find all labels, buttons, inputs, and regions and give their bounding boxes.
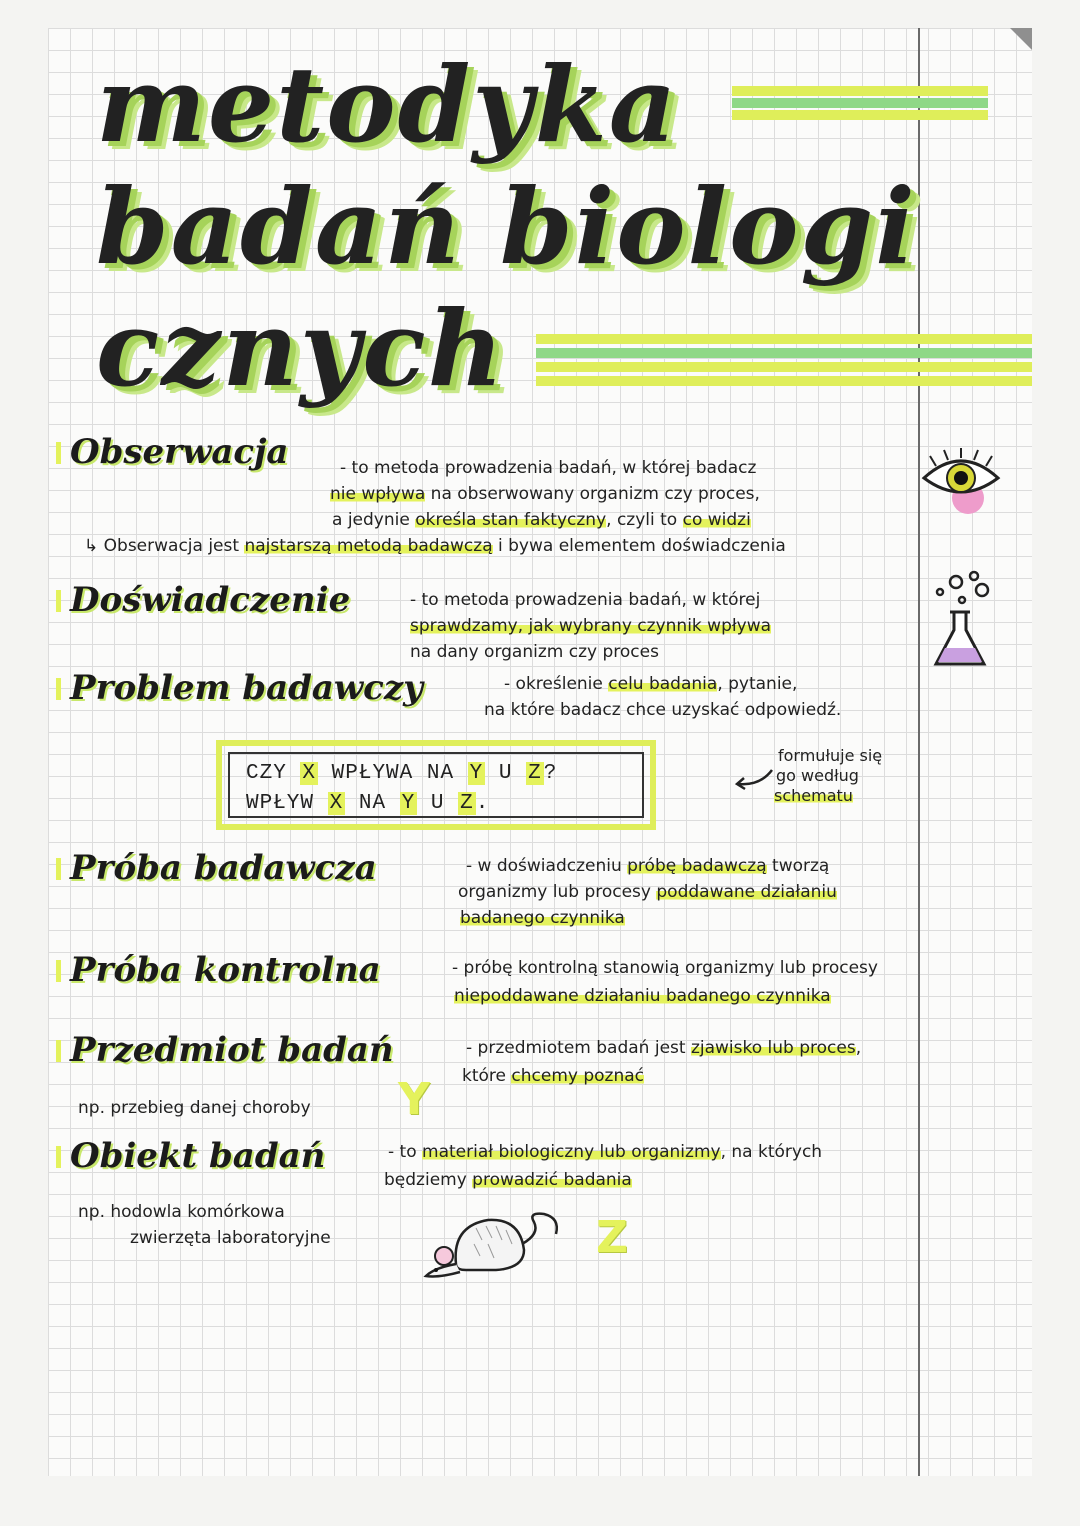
text: . <box>475 792 490 815</box>
term-marker <box>56 678 61 700</box>
obserwacja-note <box>84 534 786 558</box>
highlight: materiał biologiczny lub organizmy <box>422 1142 721 1162</box>
formula-note-line3 <box>774 786 853 806</box>
term-marker <box>56 858 61 880</box>
text: , czyli to <box>606 510 683 530</box>
highlight: co widzi <box>682 510 751 530</box>
proba-badawcza-def-line1 <box>466 854 829 878</box>
formula-note-line1: formułuje się <box>778 746 883 765</box>
highlight: chcemy poznać <box>511 1066 644 1086</box>
title-underline <box>732 98 988 108</box>
title-underline <box>536 376 1032 386</box>
variable-x: X <box>329 792 344 815</box>
term-marker <box>56 960 61 982</box>
proba-badawcza-def-line3 <box>460 906 625 930</box>
variable-z-label: Z <box>596 1212 628 1263</box>
text: ? <box>543 762 558 785</box>
notebook-page <box>48 28 1032 1476</box>
highlight: schematu <box>774 786 853 805</box>
variable-z: Z <box>460 792 474 815</box>
doswiadczenie-def-line3: na dany organizm czy proces <box>410 642 659 662</box>
text: i bywa elementem doświadczenia <box>492 536 786 556</box>
text: CZY <box>246 762 301 785</box>
margin-line <box>918 28 920 1476</box>
highlight: nie wpływa <box>330 484 426 504</box>
variable-y: Y <box>469 762 484 785</box>
eye-icon <box>916 448 1006 518</box>
obiekt-example-1: np. hodowla komórkowa <box>78 1202 285 1222</box>
text: ↳ Obserwacja jest <box>84 536 245 556</box>
highlight: celu badania <box>608 674 718 694</box>
text: U <box>417 792 459 815</box>
variable-y: Y <box>401 792 416 815</box>
variable-y-label: Y <box>398 1074 430 1125</box>
obiekt-example-2: zwierzęta laboratoryjne <box>130 1228 331 1248</box>
proba-kontrolna-def-line1: - próbę kontrolną stanowią organizmy lub procesy <box>452 958 878 978</box>
obserwacja-def-line3 <box>332 508 751 532</box>
page-corner <box>1010 28 1032 50</box>
text: , na których <box>720 1142 823 1162</box>
title-line-3: cznych <box>96 287 506 410</box>
text: - przedmiotem badań jest <box>466 1038 691 1058</box>
proba-badawcza-def-line2 <box>458 880 837 904</box>
text: a jedynie <box>332 510 416 530</box>
formula-statement <box>246 792 489 815</box>
formula-box <box>216 740 656 830</box>
highlight: poddawane działaniu <box>656 882 837 902</box>
doswiadczenie-def-line2 <box>410 614 771 638</box>
term-doswiadczenie: Doświadczenie <box>70 580 351 620</box>
title-underline <box>536 334 1032 344</box>
highlight: najstarszą metodą badawczą <box>244 536 493 556</box>
text: tworzą <box>766 856 830 876</box>
title-underline <box>536 348 1032 358</box>
problem-def-line1 <box>504 672 797 696</box>
text: będziemy <box>384 1170 473 1190</box>
text: , <box>855 1038 862 1058</box>
text: NA <box>345 792 400 815</box>
doswiadczenie-def-line1: - to metoda prowadzenia badań, w której <box>410 590 761 610</box>
variable-z: Z <box>528 762 542 785</box>
variable-x: X <box>302 762 317 785</box>
highlight: badanego czynnika <box>460 908 625 928</box>
mouse-icon <box>416 1204 566 1288</box>
title-underline <box>732 110 988 120</box>
highlight: prowadzić badania <box>472 1170 632 1190</box>
przedmiot-def-line2 <box>462 1064 644 1088</box>
text: , pytanie, <box>717 674 798 694</box>
proba-kontrolna-def-line2 <box>454 984 831 1008</box>
text: WPŁYWA NA <box>318 762 468 785</box>
title-line-1: metodyka <box>96 43 679 166</box>
przedmiot-def-line1 <box>466 1036 861 1060</box>
term-marker <box>56 590 61 612</box>
term-obiekt-badan: Obiekt badań <box>70 1136 326 1176</box>
highlight: sprawdzamy, jak wybrany czynnik wpływa <box>410 616 772 636</box>
term-obserwacja: Obserwacja <box>70 432 289 472</box>
text: - określenie <box>504 674 609 694</box>
text: - w doświadczeniu <box>466 856 628 876</box>
text: - to <box>388 1142 423 1162</box>
highlight: określa stan faktyczny <box>415 510 607 530</box>
arrow-left-icon <box>732 766 776 792</box>
text: U <box>485 762 527 785</box>
title-line-2: badań biologi <box>96 165 917 288</box>
term-proba-badawcza: Próba badawcza <box>70 848 377 888</box>
text: organizmy lub procesy <box>458 882 657 902</box>
term-marker <box>56 1146 61 1168</box>
term-marker <box>56 1040 61 1062</box>
formula-question <box>246 762 557 785</box>
title-underline <box>732 86 988 96</box>
obiekt-def-line1 <box>388 1140 822 1164</box>
problem-def-line2: na które badacz chce uzyskać odpowiedź. <box>484 700 842 720</box>
flask-icon <box>926 568 996 678</box>
term-problem-badawczy: Problem badawczy <box>70 668 423 708</box>
term-marker <box>56 442 61 464</box>
term-proba-kontrolna: Próba kontrolna <box>70 950 381 990</box>
formula-note-line2: go według <box>776 766 859 785</box>
text: na obserwowany organizm czy proces, <box>425 484 760 504</box>
text: które <box>462 1066 512 1086</box>
obiekt-def-line2 <box>384 1168 632 1192</box>
obserwacja-def-line1: - to metoda prowadzenia badań, w której badacz <box>340 458 757 478</box>
obserwacja-def-line2 <box>330 482 760 506</box>
przedmiot-example: np. przebieg danej choroby <box>78 1098 311 1118</box>
title-underline <box>536 362 1032 372</box>
highlight: niepoddawane działaniu badanego czynnika <box>454 986 831 1006</box>
term-przedmiot-badan: Przedmiot badań <box>70 1030 394 1070</box>
highlight: próbę badawczą <box>627 856 767 876</box>
text: WPŁYW <box>246 792 328 815</box>
highlight: zjawisko lub proces <box>690 1038 856 1058</box>
